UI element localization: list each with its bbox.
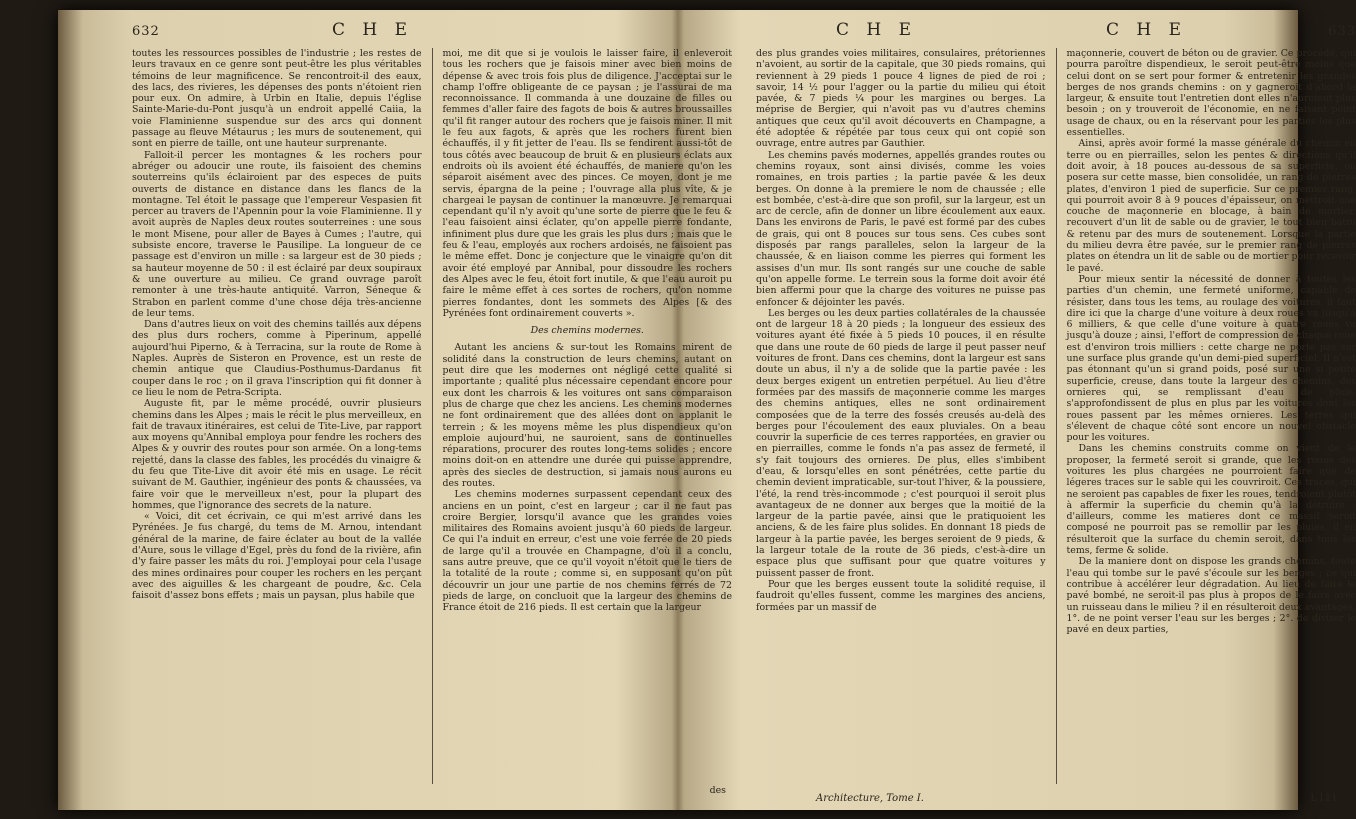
page-number-right: 633 [1328,24,1356,39]
paragraph: Pour que les berges eussent toute la solidité requise, il faudroit qu'elles fussent, comme les margines des anciens, formées par un massif de [756,578,1046,613]
paragraph: « Voici, dit cet écrivain, ce qui m'est arrivé dans les Pyrénées. Je fus chargé, du tems de M. Arnou, intendant général de la marine, de faire éclater au bout de la vallée d'Aure, sous le village d'Egel, près du fond de la rivière, afin d'y faire passer les mâts du roi. J'employai pour cela l'usage des mines ordinaires pour couper les rochers en les perçant avec des aiguilles & les chargeant de poudre, &c. Cela faisoit d'assez bons effets ; mais un paysan, plus habile que [132,511,422,602]
paragraph: des plus grandes voies militaires, consulaires, prétoriennes n'avoient, au sortir de la capitale, que 30 pieds romains, qui reviennent à 29 pieds 1 pouce 4 lignes de pied de roi ; savoir, 14 ½ pour l'agger ou la partie du milieu qui étoit pavée, & 7 pieds ¼ pour les margines ou berges. La méprise de Bergier, qui n'avoit pas vu d'autres chemins antiques que ceux qu'il avoit découverts en Champagne, a été adoptée & répétée par tous ceux qui ont copié son ouvrage, entre autres par Gauthier. [756,48,1046,150]
paragraph: Falloit-il percer les montagnes & les rochers pour abréger ou adoucir une route, ils faisoient des chemins souterreins qu'ils éclairoient par des especes de puits ouverts de distance en distance dans les flancs de la montagne. Tel étoit le passage que l'empereur Vespasien fit percer au travers de l'Apennin pour la voie Flaminienne. Il y avoit auprès de Naples deux routes souterreines : une sous le mont Misene, pour aller de Bayes à Cumes ; l'autre, qui subsiste encore, traverse le Pausilipe. La longueur de ce passage est d'environ un mille : sa largeur est de 30 pieds ; sa hauteur moyenne de 50 : il est éclairé par deux soupiraux & une ouverture au milieu. Ce grand ouvrage paroît remonter à une très-haute antiquité. Varron, Séneque & Strabon en parlent comme d'une chose déja très-ancienne de leur tems. [132,149,422,319]
left-column-2 [443,48,733,784]
paragraph: maçonnerie, couvert de béton ou de gravier. Ce procédé, qui pourra paroître dispendieux, le seroit peut-être moins que celui dont on se sert pour former & entretenir les grandes berges de nos grands chemins : on y gagneroit d'abord la largeur, & ensuite tout l'entretien dont elles n'auroient plus besoin ; on y trouveroit de l'économie, en ne faisant point usage de chaux, ou en la réservant pour les parties les plus essentielles. [1066,48,1356,139]
left-page-columns [132,48,732,784]
left-column-1 [132,48,422,784]
paragraph: toutes les ressources possibles de l'industrie ; les restes de leurs travaux en ce genre sont peut-être les plus véritables témoins de leur magnificence. Se rencontroit-il des eaux, des lacs, des rivieres, les dépenses des ponts n'étoient rien pour eux. On admire, à Urbin en Italie, depuis l'église Sainte-Marie-du-Pont jusqu'à un endroit appellé Caiia, la voie Flaminienne suspendue sur des arcs qui donnent passage au fleuve Métaurus ; les murs de soutenement, qui sont en pierre de taille, ont une hauteur surprenante. [132,48,422,150]
left-page-header [132,20,732,46]
paragraph: Dans les chemins construits comme on vient de le proposer, la fermeté seroit si grande, que les roues des voitures les plus chargées ne pourroient faire que de légeres traces sur le sable qui les couvriroit. Ces traces, qui ne seroient pas capables de fixer les roues, tendroient plutôt à affermir la superficie du chemin qu'à la détruire ; d'ailleurs, comme les matieres dont ce massif seroit composé ne pourroit pas se remollir par les pluies, il en résulteroit que la surface du chemin seroit, dans tous les tems, ferme & solide. [1066,443,1356,557]
signature-mark: L l l l [1310,793,1336,804]
column-rule [1056,48,1057,784]
right-page [756,20,1356,804]
right-page-header [756,20,1356,46]
page-number-left: 632 [132,24,160,39]
paragraph: Les chemins modernes surpassent cependant ceux des anciens en un point, c'est en largeur ; car il ne faut pas croire Bergier, lorsqu'il avance que les grandes voies militaires des Romains avoient jusqu'à 60 pieds de largeur. Ce qui l'a induit en erreur, c'est une voie ferrée de 20 pieds de large qu'il a trouvée en Champagne, d'où il a conclu, sans autre preuve, que ce qu'il voyoit n'étoit que le tiers de la totalité de la route ; comme si, en supposant qu'on pût découvrir un jour une partie de nos chemins ferrés de 72 pieds de large, on concluoit que la largeur des chemins de France étoit de 216 pieds. Il est certain que la largeur [442,489,732,614]
right-column-1 [756,48,1046,784]
paragraph: Auguste fit, par le même procédé, ouvrir plusieurs chemins dans les Alpes ; mais le récit le plus merveilleux, en fait de travaux itinéraires, est celui de Tite-Live, par rapport aux moyens qu'Annibal employa pour fendre les rochers des Alpes & y ouvrir des routes pour son armée. On a long-tems rejetté, dans la classe des fables, les procédés du vinaigre & du feu que Tite-Live dit avoir été mis en usage. Le récit suivant de M. Gauthier, ingénieur des ponts & chaussées, va faire voir que le merveilleux n'est, pour la plupart des hommes, que l'ignorance des secrets de la nature. [132,398,422,511]
running-head-right-1: C H E [836,20,918,40]
running-head-left: C H E [332,20,414,40]
paragraph: De la maniere dont on dispose les grands chemins, toute l'eau qui tombe sur le pavé s'écoule sur les berges ; ce qui contribue à accélérer leur dégradation. Au lieu de faire le pavé bombé, ne seroit-il pas plus à propos de le faire avec un ruisseau dans le milieu ? il en résulteroit deux avantages, 1°. de ne point verser l'eau sur les berges ; 2°. de diviser le pavé en deux parties, [1066,556,1356,636]
open-book [58,10,1356,810]
paragraph: Autant les anciens & sur-tout les Romains mirent de solidité dans la construction de leurs chemins, autant on peut dire que les modernes ont négligé cette qualité si importante ; qualité plus nécessaire cependant encore pour eux dont les charrois & les voitures ont sans comparaison plus de charge que chez les anciens. Les chemins modernes ne font ordinairement que des allées dont on applanit le terrein ; & les moyens même les plus dispendieux qu'on emploie aujourd'hui, ne sauroient, sans de continuelles réparations, procurer des routes long-tems solides ; encore moins doit-on en attendre une durée qui puisse apprendre, après des siecles de destruction, si jamais nous aurons eu des routes. [442,342,732,489]
paragraph: Les berges ou les deux parties collatérales de la chaussée ont de largeur 18 à 20 pieds ; la longueur des essieux des voitures ayant été fixée à 5 pieds 10 pouces, il en résulte que dans une route de 60 pieds de large il peut passer neuf voitures de front. Dans ces chemins, dont la largeur est sans doute un abus, il n'y a de solide que la partie pavée : les deux berges exigent un entretien perpétuel. Au lieu d'être formées par des massifs de maçonnerie comme les marges des chemins antiques, elles ne sont ordinairement composées que de la terre des fossés creusés au-delà des berges pour l'écoulement des eaux pluviales. On a beau couvrir la superficie de ces terres rapportées, en gravier ou en pierrailles, comme le fonds n'a pas assez de fermeté, il s'y fait toujours des ornieres. De plus, elles s'imbibent d'eau, & lorsqu'elles en sont pénétrées, cette partie du chemin devient impraticable, sur-tout l'hiver, & la poussiere, l'été, la rend très-incommode ; c'est pourquoi il seroit plus avantageux de ne donner aux berges que la moitié de la largeur de la partie pavée, ainsi que le pratiquoient les anciens, & de les faire plus solides. En donnant 18 pieds de largeur à la partie pavée, les berges seroient de 9 pieds, & la largeur totale de la route de 36 pieds, c'est-à-dire un espace plus que suffisant pour que quatre voitures y puissent passer de front. [756,307,1046,579]
right-page-columns [756,48,1356,784]
paragraph: Dans d'autres lieux on voit des chemins taillés aux dépens des plus durs rochers, comme à Piperinum, appellé aujourd'hui Piperno, & à Terracina, sur la route de Rome à Naples. Auprès de Sisteron en Provence, est un reste de chemin antique que Claudius-Posthumus-Dardanus fit couper dans le roc ; on il grava l'inscription qui fit donner à ce lieu le nom de Petra-Scripta. [132,319,422,398]
section-title: Des chemins modernes. [530,325,644,337]
right-column-2 [1067,48,1356,784]
left-page [132,20,732,796]
catchword: des [709,785,726,796]
column-rule [432,48,433,784]
paragraph: Ainsi, après avoir formé la masse générale du chemin en terre ou en pierrailles, selon les pentes & directions qu'il doit avoir, à 18 pouces au-dessous de sa superficie, on posera sur cette masse, bien consolidée, un rang de pierres plates, d'environ 1 pied de superficie. Sur ce premier rang, qui pourroit avoir 8 à 9 pouces d'épaisseur, on mettroit une couche de maçonnerie en blocage, à bain de mortier, recouvert d'un lit de sable ou de gravier, le tout bien battu & retenu par des murs de soutenement. Lorsque la partie du milieu devra être pavée, sur le premier rang de pierres plates on étendra un lit de sable ou de mortier pour recevoir le pavé. [1066,138,1356,274]
footer-note: Architecture, Tome I. [816,793,924,804]
paragraph: Pour mieux sentir la nécessité de donner à toutes les parties d'un chemin, une fermeté uniforme, capable de résister, dans tous les tems, au roulage des voitures, il faut dire ici que la charge d'une voiture à deux roues va jusqu'à 6 milliers, & que celle d'une voiture à quatre roues va jusqu'à douze ; ainsi, l'effort de compression de chaque roue est d'environ trois milliers : cette charge ne porte pas sur une surface plus grande qu'un demi-pied superficiel. Il n'est pas étonnant qu'un si grand poids, posé sur une si petite superficie, creuse, dans toute la largeur des chemins, des ornieres qui, se remplissant d'eau de pluie, s'approfondissent de plus en plus par les voitures dont les roues passent par les mêmes ornieres. Les terres qui s'élevent de chaque côté sont encore un nouvel obstacle pour les voitures. [1066,273,1356,444]
paragraph: moi, me dit que si je voulois le laisser faire, il enleveroit tous les rochers que je faisois miner avec bien moins de dépense & avec trois fois plus de diligence. J'acceptai sur le champ l'offre obligeante de ce paysan ; je l'assurai de ma reconnoissance. Il commanda à une douzaine de filles ou femmes d'aller faire des fagots de bois & autres broussailles qu'il fit ranger autour des rochers que je faisois miner. Il mit le feu aux fagots, & après que les rochers furent bien échauffés, il y fit jetter de l'eau. Ils se fendirent aussi-tôt de tous côtés avec beaucoup de bruit & en plusieurs éclats aux endroits où ils avoient été échauffés, de maniere qu'on les séparoit aisément avec des pinces. Ce moyen, dont je me servis, épargna de la peine ; l'ouvrage alla plus vîte, & je chargeai le paysan de continuer la manœuvre. Je remarquai cependant qu'il n'y avoit qu'une sorte de pierre que le feu & l'eau faisoient ainsi éclater, qu'on appelle pierre fondante, infiniment plus dure que les grais les plus durs ; mais que le feu & l'eau, employés aux rochers ardoisés, ne faisoient pas le même effet. Donc je conjecture que le vinaigre qu'on dit avoir été employé par Annibal, pour dissoudre les rochers des Alpes avec le feu, étoit fort inutile, & que l'eau auroit pu faire le même effet à ces sortes de rochers, qu'on nomme pierres fondantes, dont les sommets des Alpes [& des Pyrénées font ordinairement couverts ». [442,48,732,319]
paragraph: Les chemins pavés modernes, appellés grandes routes ou chemins royaux, sont ainsi divisés, comme les voies romaines, en trois parties ; la partie pavée & les deux berges. On donne à la premiere le nom de chaussée ; elle est bombée, c'est-à-dire que son profil, sur la largeur, est un arc de cercle, afin de donner un libre écoulement aux eaux. Dans les environs de Paris, le pavé est formé par des cubes de grais, qui ont 8 pouces sur tous sens. Ces cubes sont disposés par rangs paralleles, selon la largeur de la chaussée, & en liaison comme les pierres qui forment les assises d'un mur. Ils sont rangés sur une couche de sable qu'on appelle forme. Le terrein sous la forme doit avoir été bien affermi pour que la charge des voitures ne puisse pas enfoncer & déjointer les pavés. [756,149,1046,308]
running-head-right-2: C H E [1106,20,1188,40]
